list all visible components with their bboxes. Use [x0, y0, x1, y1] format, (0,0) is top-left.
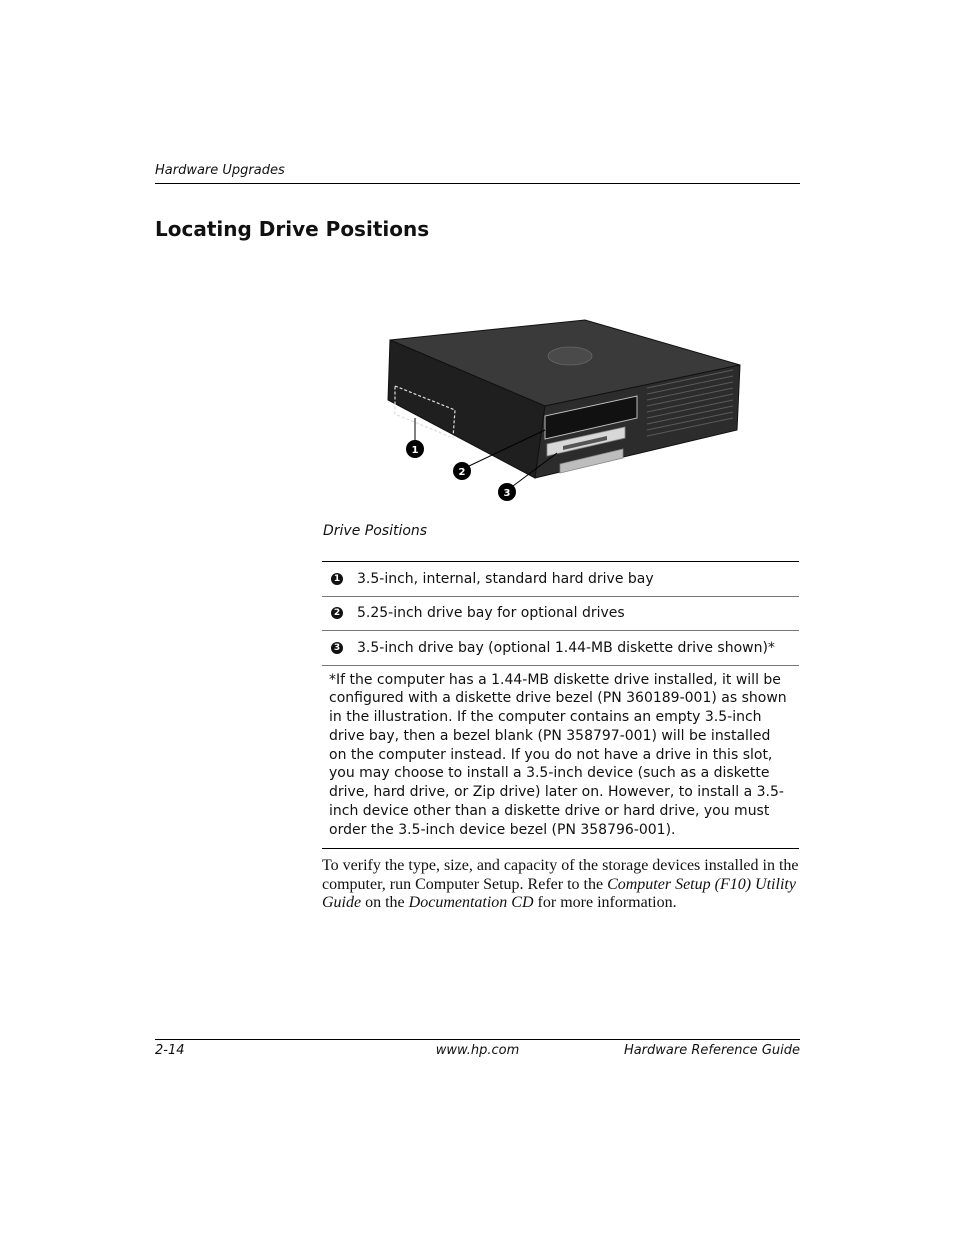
callout-3	[498, 483, 516, 501]
legend-row	[322, 597, 799, 632]
page-footer	[155, 1043, 800, 1061]
footer-rule	[155, 1039, 800, 1040]
number-badge-icon: 3	[331, 642, 343, 654]
body-text: To verify the type, size, and capacity of the storage devices installed in the computer, run Computer Setup. Refer to the	[322, 857, 799, 893]
body-text: on the	[361, 894, 409, 911]
body-paragraph	[322, 857, 800, 913]
legend-footnote: *If the computer has a 1.44-MB diskette drive installed, it will be configured with a diskette drive bezel (PN 360189-001) as shown in the illustration. If the computer contains an empty 3.5-inch drive bay, then a bezel blank (PN 358797-001) will be installed on the computer instead. If you do not have a drive in this slot, you may choose to install a 3.5-inch device (such as a diskette drive, hard drive, or Zip drive) later on. However, to install a 3.5-inch device other than a diskette drive or hard drive, you must order the 3.5-inch device bezel (PN 358796-001).	[329, 671, 787, 838]
header-rule	[155, 183, 800, 184]
legend-text: 3.5-inch drive bay (optional 1.44-MB diskette drive shown)*	[357, 639, 775, 656]
page-number: 2-14	[155, 1043, 185, 1058]
figure-caption: Drive Positions	[323, 523, 428, 539]
guide-reference: Computer Setup (F10) Utility Guide	[322, 875, 796, 911]
callout-1	[406, 440, 424, 458]
legend-table	[322, 561, 799, 849]
legend-row	[322, 631, 799, 666]
footer-guide-title: Hardware Reference Guide	[623, 1043, 800, 1058]
body-text: for more information.	[533, 894, 677, 911]
number-badge-icon: 2	[331, 607, 343, 619]
callout-2	[453, 462, 471, 480]
svg-text:2: 2	[458, 467, 466, 478]
section-title: Locating Drive Positions	[155, 217, 430, 241]
svg-text:3: 3	[503, 488, 511, 499]
legend-text: 3.5-inch, internal, standard hard drive bay	[357, 570, 654, 587]
cd-reference: Documentation CD	[408, 894, 534, 911]
running-header: Hardware Upgrades	[155, 163, 285, 178]
drive-positions-figure	[385, 318, 745, 506]
footer-url: www.hp.com	[435, 1043, 520, 1058]
number-badge-icon: 1	[331, 573, 343, 585]
legend-row	[322, 562, 799, 597]
svg-text:1: 1	[411, 445, 419, 456]
legend-text: 5.25-inch drive bay for optional drives	[357, 605, 625, 622]
